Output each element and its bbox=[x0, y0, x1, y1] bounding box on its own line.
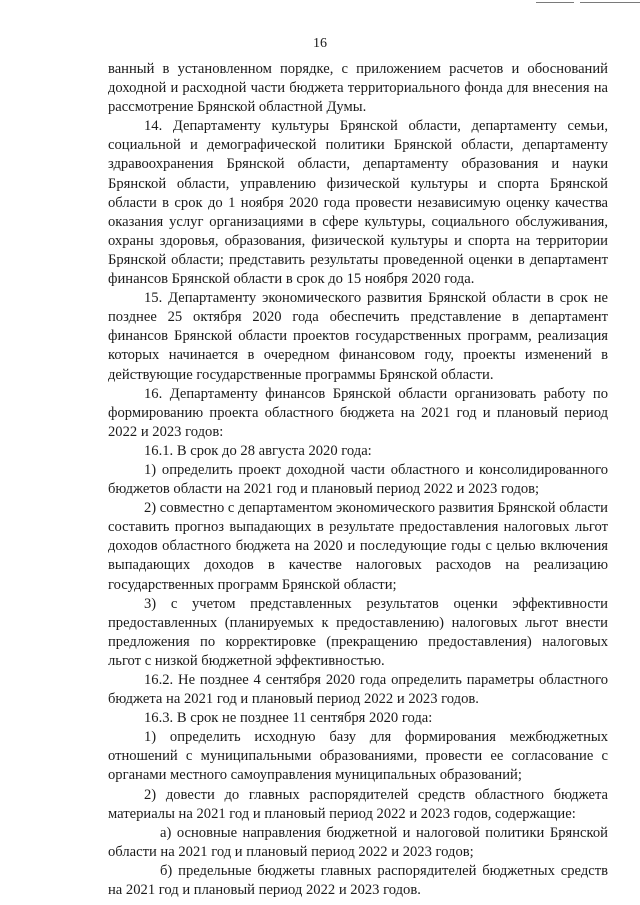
paragraph: 14. Департаменту культуры Брянской области, департаменту семьи, социальной и демографической политики Брянской области, департаменту здравоохранения Брянской области, департаменту образования и науки Брянской области, управлению физической культуры и спорта Брянской области в срок до 1 ноября 2020 года провести независимую оценку качества оказания услуг организациями в сфере культуры, социального обслуживания, охраны здоровья, образования, физической культуры и спорта на территории Брянской области; представить результаты проведенной оценки в департамент финансов Брянской области в срок до 15 ноября 2020 года. bbox=[108, 118, 608, 288]
document-body bbox=[108, 60, 608, 900]
paragraph: 15. Департаменту экономического развития Брянской области в срок не позднее 25 октября 2020 года обеспечить представление в департамент финансов Брянской области проектов государственных программ, реализация которых начинается в очередном финансовом году, проекты изменений в действующие государственные программы Брянской области. bbox=[108, 290, 608, 383]
scan-corner-mark bbox=[536, 2, 640, 5]
paragraph: 1) определить проект доходной части областного и консолидированного бюджетов области на 2021 год и плановый период 2022 и 2023 годов; bbox=[108, 461, 608, 498]
paragraph: 16.1. В срок до 28 августа 2020 года: bbox=[144, 442, 372, 459]
paragraph: 16.2. Не позднее 4 сентября 2020 года определить параметры областного бюджета на 2021 год и плановый период 2022 и 2023 годов. bbox=[108, 672, 608, 708]
paragraph: ванный в установленном порядке, с приложением расчетов и обоснований доходной и расходной части бюджета территориального фонда для внесения на рассмотрение Брянской областной Думы. bbox=[108, 61, 608, 116]
paragraph: 2) совместно с департаментом экономического развития Брянской области составить прогноз выпадающих в результате предоставления налоговых льгот доходов областного бюджета на 2020 и последующие годы с целью включения выпадающих доходов в качестве налоговых расходов на реализацию государственных программ Брянской области; bbox=[108, 500, 608, 593]
paragraph: а) основные направления бюджетной и налоговой политики Брянской области на 2021 год и плановый период 2022 и 2023 годов; bbox=[108, 824, 608, 860]
paragraph: 1) определить исходную базу для формирования межбюджетных отношений с муниципальными образованиями, провести ее согласование с органами местного самоуправления муниципальных образований; bbox=[108, 729, 608, 784]
paragraph: 16.3. В срок не позднее 11 сентября 2020 года: bbox=[144, 710, 433, 727]
paragraph: б) предельные бюджеты главных распорядителей бюджетных средств на 2021 год и плановый период 2022 и 2023 годов. bbox=[108, 862, 608, 899]
paragraph: 16. Департаменту финансов Брянской области организовать работу по формированию проекта областного бюджета на 2021 год и плановый период 2022 и 2023 годов: bbox=[108, 385, 608, 440]
paragraph: 2) довести до главных распорядителей средств областного бюджета материалы на 2021 год и плановый период 2022 и 2023 годов, содержащие: bbox=[108, 786, 608, 822]
paragraph: 3) с учетом представленных результатов оценки эффективности предоставленных (планируемых к предоставлению) налоговых льгот внести предложения по корректировке (прекращению предоставления) налоговых льгот с низкой бюджетной эффективностью. bbox=[108, 595, 608, 669]
page-number: 16 bbox=[313, 36, 327, 51]
